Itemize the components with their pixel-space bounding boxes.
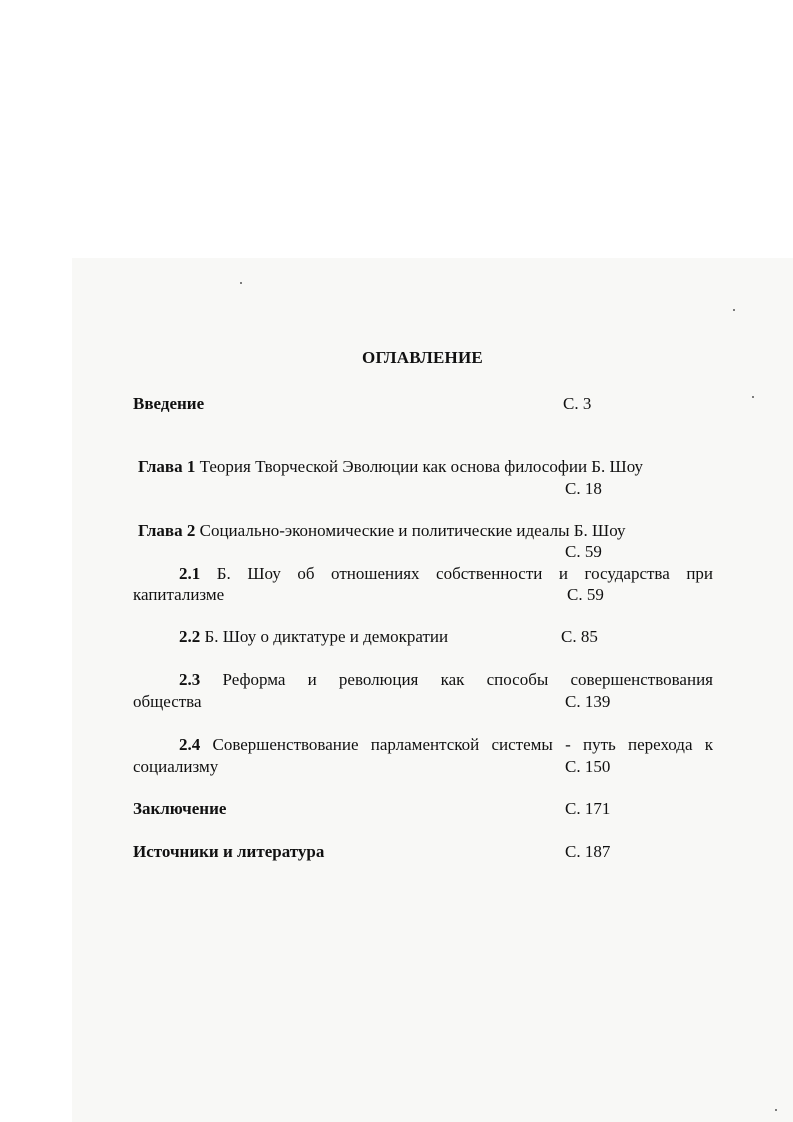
section-2-4-number: 2.4: [179, 735, 201, 754]
toc-chapter-1-page: С. 18: [565, 479, 602, 498]
toc-section-2-1-page: С. 59: [567, 585, 604, 604]
section-2-2-title: Б. Шоу о диктатуре и демократии: [204, 627, 449, 646]
scan-speck: [775, 1109, 777, 1111]
toc-conclusion-page: С. 171: [565, 799, 611, 818]
toc-section-2-3-line2: общества: [133, 692, 202, 711]
chapter-2-number: Глава 2: [138, 521, 196, 540]
section-2-3-number: 2.3: [179, 670, 201, 689]
toc-conclusion-label: Заключение: [133, 799, 227, 818]
section-2-2-number: 2.2: [179, 627, 201, 646]
toc-section-2-4-line2: социализму: [133, 757, 219, 776]
toc-section-2-2-page: С. 85: [561, 627, 598, 646]
toc-section-2-4-page: С. 150: [565, 757, 611, 776]
toc-section-2-1-line2: капитализме: [133, 585, 225, 604]
toc-section-2-2: [179, 626, 448, 648]
scan-speck: [752, 396, 754, 398]
chapter-2-title: Социально-экономические и политические идеалы Б. Шоу: [199, 521, 626, 540]
toc-section-2-3-line1: [179, 669, 713, 691]
toc-intro-label: Введение: [133, 394, 205, 413]
section-2-4-title: Совершенствование парламентской системы - путь перехода к: [212, 735, 713, 754]
toc-chapter-1: [138, 456, 643, 478]
section-2-3-title: Реформа и революция как способы совершенствования: [222, 670, 713, 689]
toc-sources-page: С. 187: [565, 842, 611, 861]
toc-section-2-3-page: С. 139: [565, 692, 611, 711]
toc-section-2-4-line1: [179, 734, 713, 756]
toc-intro-page: С. 3: [563, 394, 592, 413]
chapter-1-number: Глава 1: [138, 457, 196, 476]
scan-speck: [240, 282, 242, 284]
chapter-1-title: Теория Творческой Эволюции как основа философии Б. Шоу: [199, 457, 644, 476]
toc-chapter-2-page: С. 59: [565, 542, 602, 561]
toc-title: ОГЛАВЛЕНИЕ: [362, 348, 483, 367]
section-2-1-number: 2.1: [179, 564, 201, 583]
section-2-1-title: Б. Шоу об отношениях собственности и государства при: [216, 564, 714, 583]
toc-section-2-1-line1: [179, 563, 713, 585]
toc-chapter-2: [138, 520, 626, 542]
scan-speck: [733, 309, 735, 311]
toc-sources-label: Источники и литература: [133, 842, 325, 861]
